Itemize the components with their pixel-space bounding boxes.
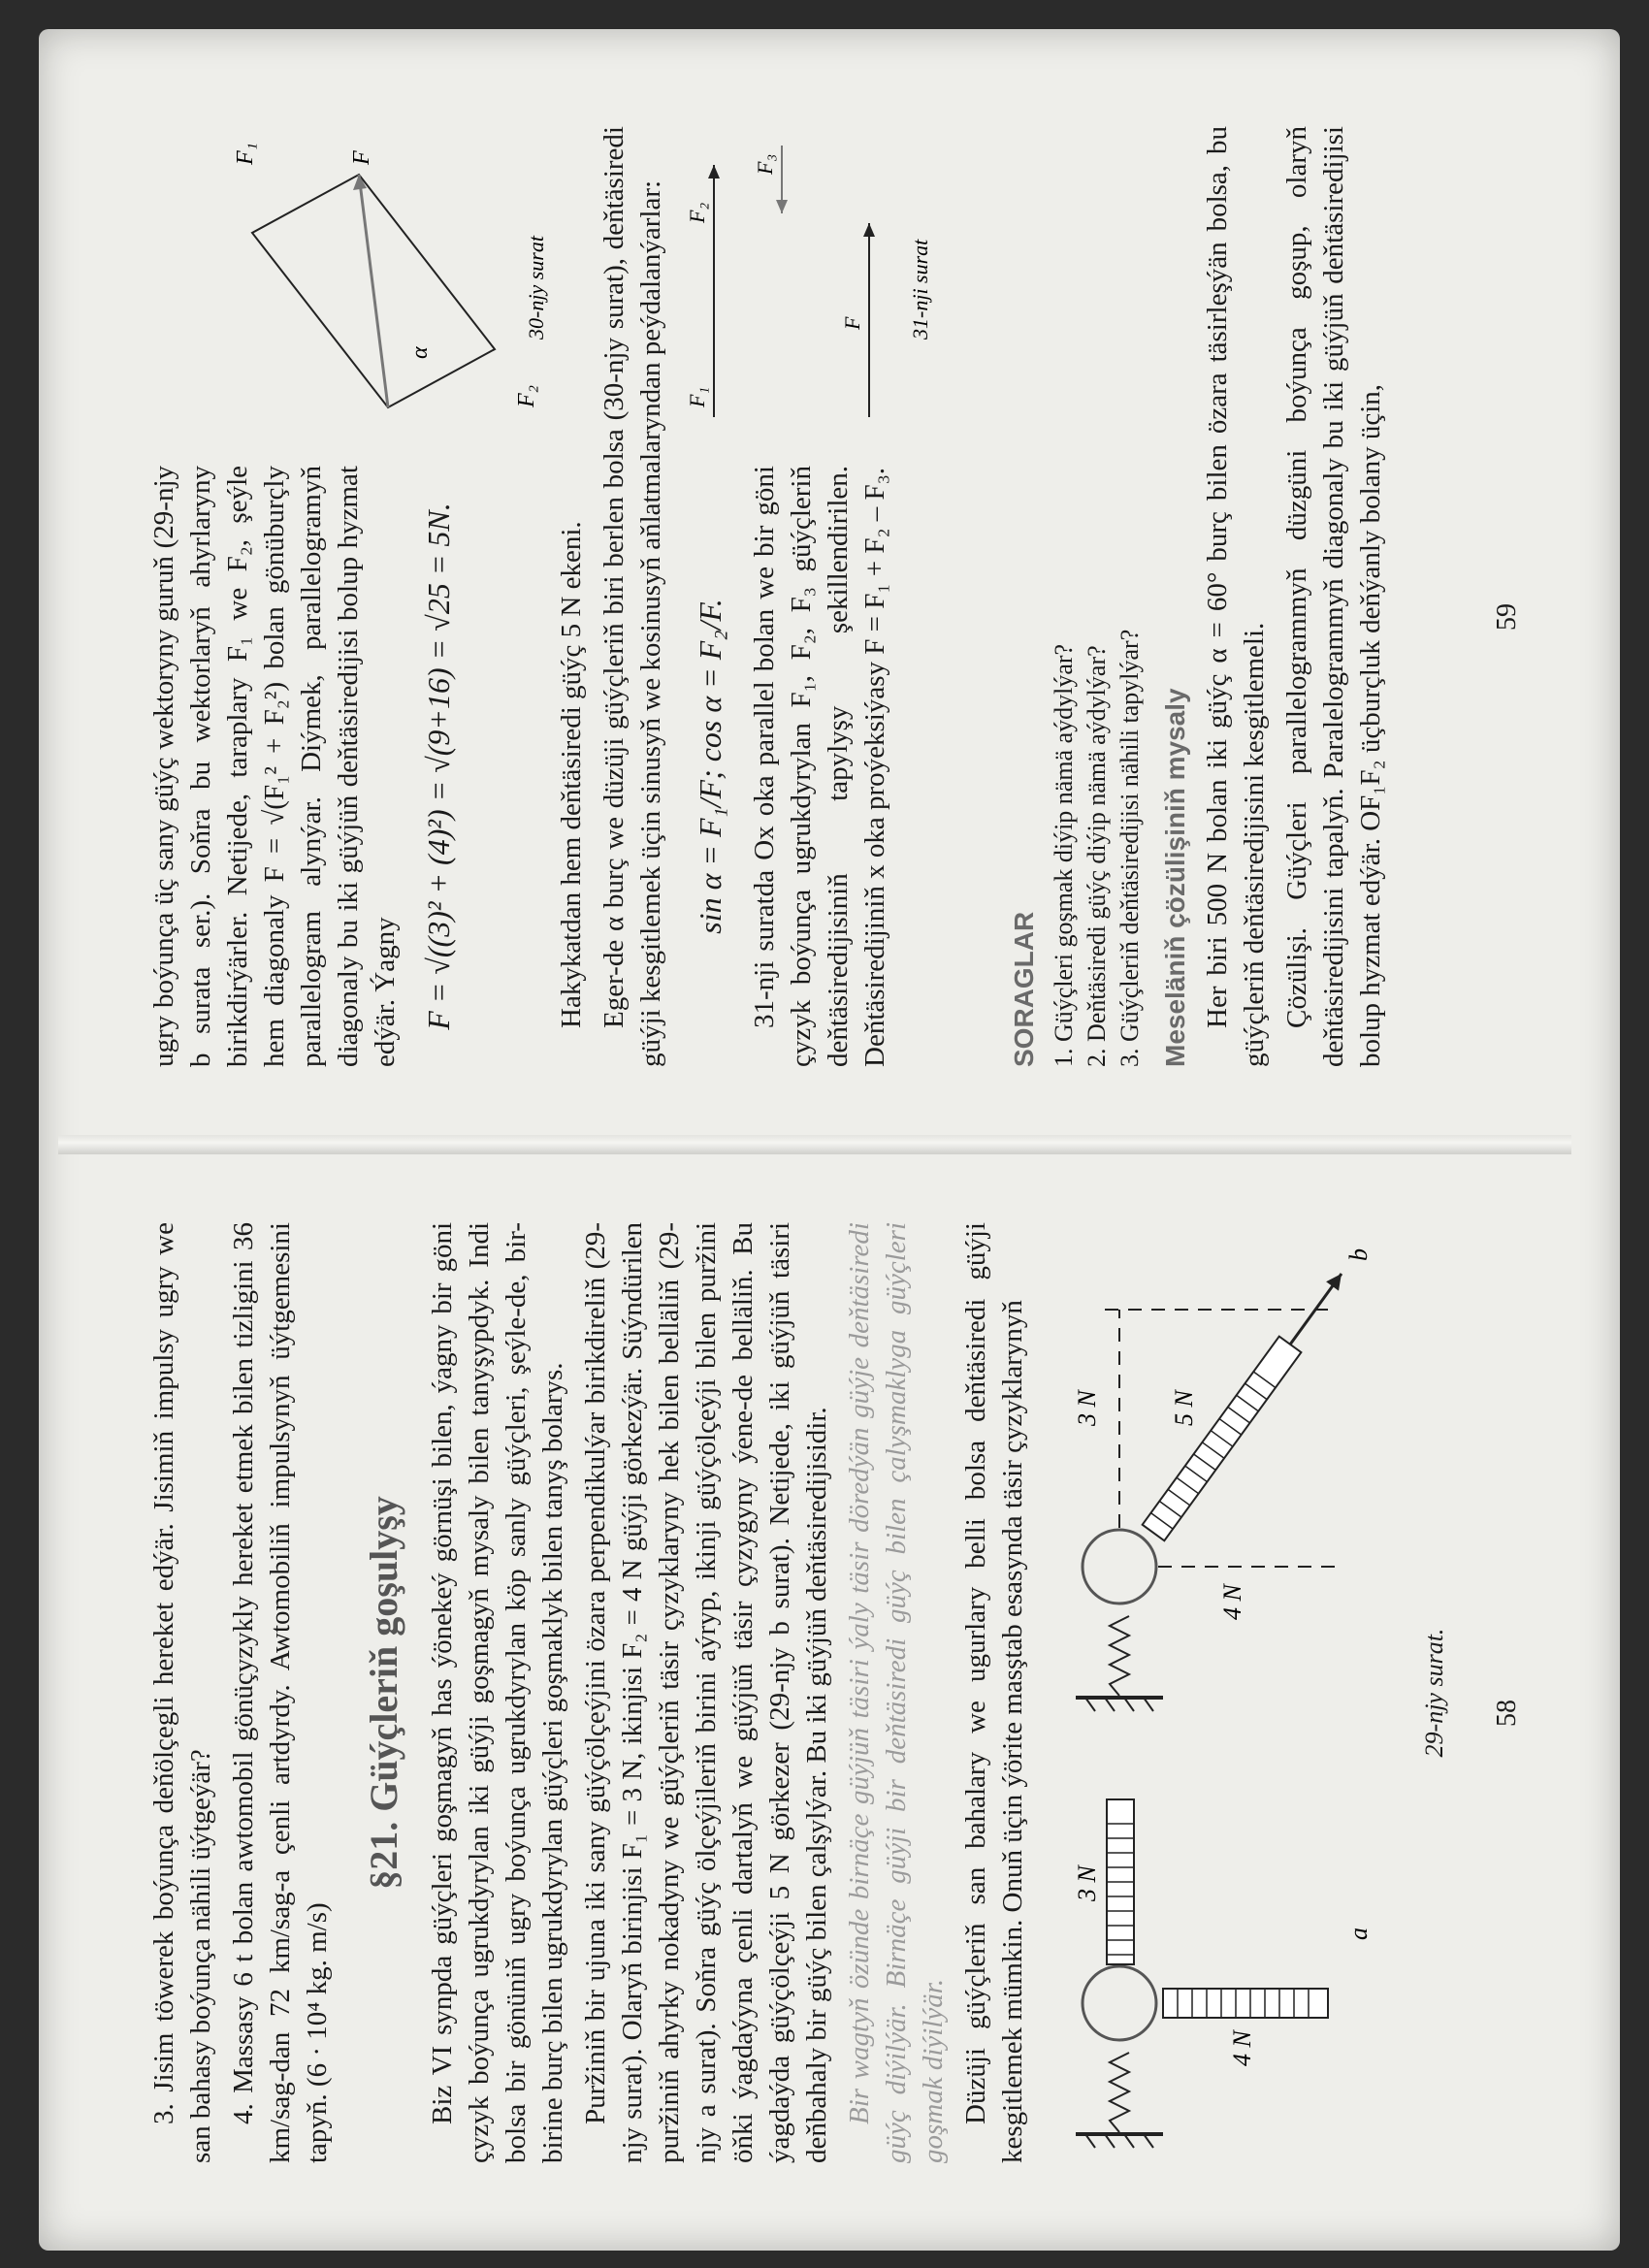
label-3N-a: 3 N [1073, 1865, 1101, 1901]
page-58 [58, 1154, 1571, 2231]
figure-29 [1047, 1222, 1415, 2163]
paragraph-1: Biz VI synpda güýçleri goşmagyň has ýönekeý görnüşi bilen, ýagny bir göni çyzyk boýunça ugrukdyrylan iki güýji goşmagyň mysaly bilen tanyşypdyk. Indi bolsa bir gönüniň ugry boýunça ugrukdyrylan köp sanly güýçleri, şeýle-de, bir-birine burç bilen ugrukdyrylan güýçleri goşmaklyk bilen tanyş bolarys. [427, 1222, 568, 2163]
figure-30-caption: 30-njy surat [524, 236, 548, 340]
figure-31-caption: 31-nji surat [908, 239, 932, 340]
label-4N-a: 4 N [1228, 2030, 1256, 2066]
figure-29-caption: 29-njy surat. [1420, 1628, 1448, 1758]
section-title: §21. Güýçleriň goşulyşy [362, 1496, 405, 1890]
label-F3-fig31: F₃ [753, 153, 777, 175]
questions-heading: SORAGLAR [1009, 911, 1039, 1067]
question-3: 3. Güýçleriň deňtäsiredijisi nähili tapylýar? [1116, 629, 1144, 1067]
paragraph-2-right: Hakykatdan hem deňtäsiredi güýç 5 N ekeni. [556, 521, 587, 1028]
question-2: 2. Deňtäsiredi güýç diýip nämä aýdylýar? [1083, 645, 1111, 1067]
figure-30 [146, 126, 553, 446]
exercise-4: 4. Massasy 6 t bolan awtomobil gönüçyzykly hereket etmek bilen tizligini 36 km/sag-dan 72 km/sag-a çenli artdyrdy. Awtomobiliň impulsynyň üýtgemesini tapyň. (6 · 10⁴ kg. m/s) [228, 1222, 333, 2163]
definition-paragraph: Bir wagtyň özünde birnäçe güýjüň täsiri ýaly täsir döredýän güýje deňtäsiredi güýç diýilýär. Birnäçe güýji bir deňtäsiredi güýç bilen çalyşmaklyga güýçleri goşmak diýilýär. [844, 1222, 949, 2163]
paragraph-4: Düzüji güýçleriň san bahalary we ugurlary belli bolsa deňtäsiredi güýji kesgitlemek mümkin. Onuň üçin ýörite masştab esasynda täsir çyzyklarynyň [960, 1222, 1028, 2163]
label-b: b [1344, 1248, 1373, 1261]
book-gutter [58, 1135, 1571, 1154]
formula-sin-cos: sin α = F₁/F; cos α = F₂/F. [693, 599, 728, 934]
alpha-label: α [407, 346, 433, 359]
label-F-fig30: F [349, 150, 374, 165]
paragraph-2: Puržiniň bir ujuna iki sany güýçölçeýjini özara perpendikulýar birikdireliň (29-njy surat). Olaryň birinjisi F₁ = 3 N, ikinjisi F₂ = 4 N güýji görkezýär. Süýndürilen puržiniň ahyrky nokadyny we güýçleriň täsir çyzyklaryny hek bilen belläliň (29-njy a surat). Soňra güýç ölçeýjileriň birini aýryp, ikinji güýçölçeýji bilen puržini öňki ýagdaýyna çenli dartalyň we güýjüň täsir çyzygyny ýene-de belläliň. Bu ýagdaýda güýçölçeýji 5 N görkezer (29-njy b surat). Netijede, iki güýjüň täsiri deňbahaly bir güýç bilen çalşylýar. Bu iki güýjüň deňtäsiredijisidir. [580, 1222, 832, 2163]
page-59 [58, 58, 1571, 1135]
paragraph-3-right: Eger-de α burç we düzüji güýçleriň biri berlen bolsa (30-njy surat), deňtäsiredi güýji kesgitlemek üçin sinusyň we kosinusyň aňlatmalaryndan peýdalanýarlar: [598, 126, 666, 1067]
ring-b [1083, 1530, 1156, 1604]
spring-a [1110, 2053, 1129, 2132]
page-number-59: 59 [1492, 603, 1522, 631]
figure-29a [1073, 1799, 1373, 2148]
wall-hatch-a [1085, 2134, 1153, 2148]
label-F2-fig30: F₂ [514, 384, 539, 407]
figure-31 [675, 126, 995, 446]
paragraph-4-right: 31-nji suratda Ox oka parallel bolan we bir göni çyzyk boýunça ugrukdyrylan F₁, F₂, F₃ güýçleriň deňtäsiredijisiniň tapylyşy şekillendirilen. Deňtäsiredijiniň x oka proýeksiýasy F = F₁ + F₂ – F₃. [749, 466, 890, 1067]
formula-resultant: F = √((3)² + (4)²) = √(9+16) = √25 = 5N. [421, 502, 456, 1030]
ring-a [1083, 1966, 1156, 2040]
label-F1-fig30: F₁ [233, 142, 258, 165]
paragraph-1-right: ugry boýunça üç sany güýç wektoryny guruň (29-njy b surata ser.). Soňra bu wektorlaryň ahyrlaryny birikdirýärler. Netijede, taraplary F₁ we F₂, şeýle hem diagonaly F = √(F₁² + F₂²) bolan gönüburçly parallelogram alynýar. Diýmek, parallelogramyň diagonaly bu iki güýjüň deňtäsiredijisi bolup hyzmat edýär. Ýagny [148, 466, 401, 1067]
dynamometer-4N-a [1163, 1989, 1328, 2018]
label-F2-fig31: F₂ [685, 202, 709, 223]
label-3N-b: 3 N [1073, 1390, 1101, 1426]
page-number-58: 58 [1492, 1700, 1522, 1727]
label-5N: 5 N [1170, 1390, 1198, 1426]
label-F-fig31: F [840, 316, 864, 330]
solution-text: Çözülişi. Güýçleri parallelogrammyň düzgüni boýunça goşup, olaryň deňtäsiredijisini tapalyň. Paralelogrammyň diagonaly bu iki güýjüň deňtäsiredijisi bolup hyzmat edýär. OF₁F₂ üçburçluk deňýanly bolany üçin, [1281, 126, 1386, 1067]
exercise-3: 3. Jisim töwerek boýunça deňölçegli hereket edýär. Jisimiň impulsy ugry we san bahasy boýunça nähili üýtgeýär? [148, 1222, 216, 2163]
label-a: a [1344, 1928, 1373, 1940]
spring-b [1110, 1616, 1129, 1696]
label-4N-b: 4 N [1218, 1584, 1246, 1620]
example-text: Her biri 500 N bolan iki güýç α = 60° burç bilen özara täsirleşýän bolsa, bu güýçleriň deňtäsiredijisini kesgitlemeli. [1202, 126, 1270, 1067]
figure-29b [1073, 1248, 1373, 1711]
question-1: 1. Güýçleri goşmak diýip nämä aýdylýar? [1050, 643, 1078, 1067]
book-spread [58, 58, 1571, 2231]
label-F1-fig31: F₁ [685, 386, 709, 407]
resultant-arrow [359, 175, 388, 407]
example-heading: Meseläniň çözülişiniň mysaly [1160, 688, 1190, 1067]
